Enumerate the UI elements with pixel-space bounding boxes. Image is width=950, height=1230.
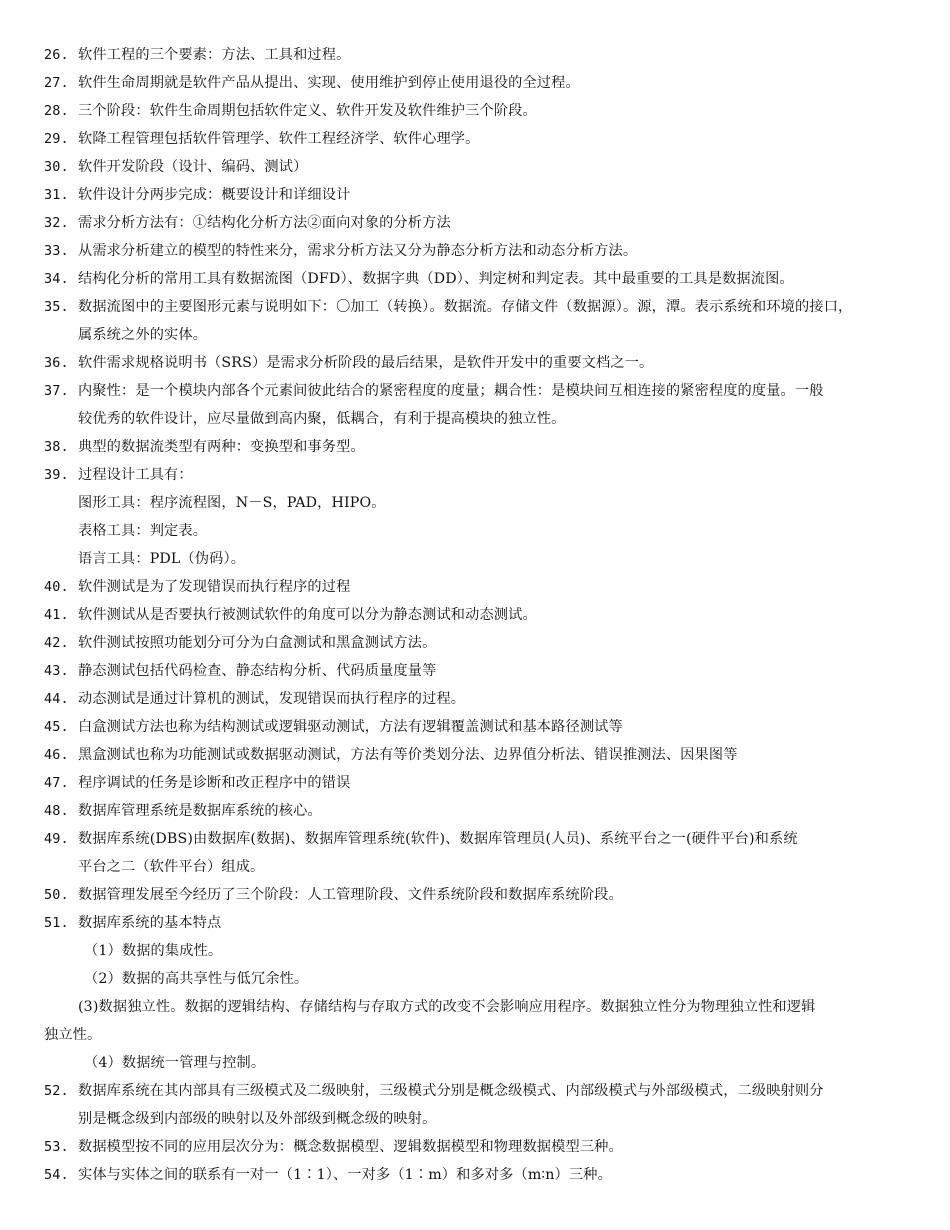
item-text: 程序调试的任务是诊断和改正程序中的错误: [78, 775, 351, 791]
item-text: 数据库系统(DBS)由数据库(数据)、数据库管理系统(软件)、数据库管理员(人员)、系统平台之一(硬件平台)和系统: [78, 831, 798, 847]
list-item: [44, 601, 910, 629]
feature-item: （4）数据统一管理与控制。: [84, 1055, 266, 1071]
item-text: 需求分析方法有：①结构化分析方法②面向对象的分析方法: [78, 215, 451, 231]
item-text: 软件测试从是否要执行被测试软件的角度可以分为静态测试和动态测试。: [78, 607, 537, 623]
item-text: 实体与实体之间的联系有一对一（1∶1）、一对多（1∶m）和多对多（m∶n）三种。: [78, 1167, 612, 1183]
item-number: 26.: [44, 47, 69, 63]
item-number: 29.: [44, 131, 69, 147]
item-number: 50.: [44, 887, 69, 903]
item-text: 软件工程的三个要素：方法、工具和过程。: [78, 47, 351, 63]
item-number: 51.: [44, 915, 69, 931]
item-text: 白盒测试方法也称为结构测试或逻辑驱动测试，方法有逻辑覆盖测试和基本路径测试等: [78, 719, 623, 735]
item-number: 35.: [44, 299, 69, 315]
item-number: 41.: [44, 607, 69, 623]
list-item: [44, 41, 910, 69]
feature-item: (3)数据独立性。数据的逻辑结构、存储结构与存取方式的改变不会影响应用程序。数据独立性分为物理独立性和逻辑: [78, 999, 816, 1015]
item-continuation: 别是概念级到内部级的映射以及外部级到概念级的映射。: [78, 1111, 437, 1127]
item-number: 47.: [44, 775, 69, 791]
list-item: [44, 97, 910, 125]
item-number: 39.: [44, 467, 69, 483]
item-text: 软件生命周期就是软件产品从提出、实现、使用维护到停止使用退役的全过程。: [78, 75, 580, 91]
list-item: [44, 181, 910, 209]
list-item: [44, 433, 910, 461]
item-number: 38.: [44, 439, 69, 455]
list-item: [44, 713, 910, 741]
item-text: 黑盒测试也称为功能测试或数据驱动测试，方法有等价类划分法、边界值分析法、错误推测法、因果图等: [78, 747, 738, 763]
item-text: 软件需求规格说明书（SRS）是需求分析阶段的最后结果，是软件开发中的重要文档之一。: [78, 355, 654, 371]
item-text: 软件设计分两步完成：概要设计和详细设计: [78, 187, 351, 203]
item-text: 数据流图中的主要图形元素与说明如下：〇加工（转换）。数据流。存储文件（数据源）。源，潭。表示系统和环境的接口，: [78, 299, 853, 315]
item-text: 动态测试是通过计算机的测试，发现错误而执行程序的过程。: [78, 691, 466, 707]
item-text: 结构化分析的常用工具有数据流图（DFD）、数据字典（DD）、判定树和判定表。其中最重要的工具是数据流图。: [78, 271, 794, 287]
item-number: 42.: [44, 635, 69, 651]
item-number: 30.: [44, 159, 69, 175]
list-item: [44, 741, 910, 769]
list-item: [44, 265, 910, 293]
item-number: 37.: [44, 383, 69, 399]
list-item: [44, 377, 910, 405]
item-number: 36.: [44, 355, 69, 371]
item-text: 从需求分析建立的模型的特性来分，需求分析方法又分为静态分析方法和动态分析方法。: [78, 243, 638, 259]
list-item: [44, 825, 910, 853]
list-item: [44, 769, 910, 797]
sub-item: 语言工具：PDL（伪码）。: [78, 551, 246, 567]
item-text: 软件测试按照功能划分可分为白盒测试和黑盒测试方法。: [78, 635, 437, 651]
item-number: 34.: [44, 271, 69, 287]
item-number: 53.: [44, 1139, 69, 1155]
feature-item: （1）数据的集成性。: [84, 943, 223, 959]
item-number: 49.: [44, 831, 69, 847]
item-text: 内聚性：是一个模块内部各个元素间彼此结合的紧密程度的度量；耦合性：是模块间互相连接的紧密程度的度量。一般: [78, 383, 824, 399]
list-item: [44, 349, 910, 377]
item-text: 数据库管理系统是数据库系统的核心。: [78, 803, 322, 819]
item-text: 静态测试包括代码检查、静态结构分析、代码质量度量等: [78, 663, 437, 679]
list-item: [44, 237, 910, 265]
list-item: [44, 685, 910, 713]
list-item: [44, 1161, 910, 1189]
list-item: [44, 573, 910, 601]
item-text: 软降工程管理包括软件管理学、软件工程经济学、软件心理学。: [78, 131, 480, 147]
list-item: [44, 1133, 910, 1161]
item-number: 43.: [44, 663, 69, 679]
item-continuation: 属系统之外的实体。: [78, 327, 208, 343]
list-item: [44, 69, 910, 97]
item-number: 32.: [44, 215, 69, 231]
item-continuation: 平台之二（软件平台）组成。: [78, 859, 265, 875]
item-number: 27.: [44, 75, 69, 91]
list-item: [44, 153, 910, 181]
item-text: 软件测试是为了发现错误而执行程序的过程: [78, 579, 351, 595]
list-item: [44, 461, 910, 489]
list-item: [44, 881, 910, 909]
item-text: 典型的数据流类型有两种：变换型和事务型。: [78, 439, 365, 455]
feature-item: （2）数据的高共享性与低冗余性。: [84, 971, 309, 987]
sub-item: 图形工具：程序流程图，N－S，PAD，HIPO。: [78, 495, 386, 511]
item-text: 数据库系统在其内部具有三级模式及二级映射，三级模式分别是概念级模式、内部级模式与外部级模式，二级映射则分: [78, 1083, 824, 1099]
item-number: 44.: [44, 691, 69, 707]
item-number: 31.: [44, 187, 69, 203]
list-item: [44, 797, 910, 825]
item-text: 三个阶段：软件生命周期包括软件定义、软件开发及软件维护三个阶段。: [78, 103, 537, 119]
item-number: 52.: [44, 1083, 69, 1099]
list-item: [44, 209, 910, 237]
list-item: [44, 657, 910, 685]
item-continuation: 较优秀的软件设计，应尽量做到高内聚，低耦合，有利于提高模块的独立性。: [78, 411, 566, 427]
item-number: 28.: [44, 103, 69, 119]
item-number: 40.: [44, 579, 69, 595]
item-text: 数据模型按不同的应用层次分为：概念数据模型、逻辑数据模型和物理数据模型三种。: [78, 1139, 623, 1155]
list-item: [44, 629, 910, 657]
item-number: 33.: [44, 243, 69, 259]
item-number: 46.: [44, 747, 69, 763]
list-item: [44, 293, 910, 321]
item-number: 45.: [44, 719, 69, 735]
item-text: 数据管理发展至今经历了三个阶段：人工管理阶段、文件系统阶段和数据库系统阶段。: [78, 887, 623, 903]
list-item: [44, 125, 910, 153]
item-text: 过程设计工具有：: [78, 467, 193, 483]
item-number: 48.: [44, 803, 69, 819]
item-text: 数据库系统的基本特点: [78, 915, 222, 931]
item-number: 54.: [44, 1167, 69, 1183]
list-item: [44, 909, 910, 937]
feature-continuation: 独立性。: [44, 1027, 102, 1043]
list-item: [44, 1077, 910, 1105]
sub-item: 表格工具：判定表。: [78, 523, 208, 539]
item-text: 软件开发阶段（设计、编码、测试）: [78, 159, 308, 175]
